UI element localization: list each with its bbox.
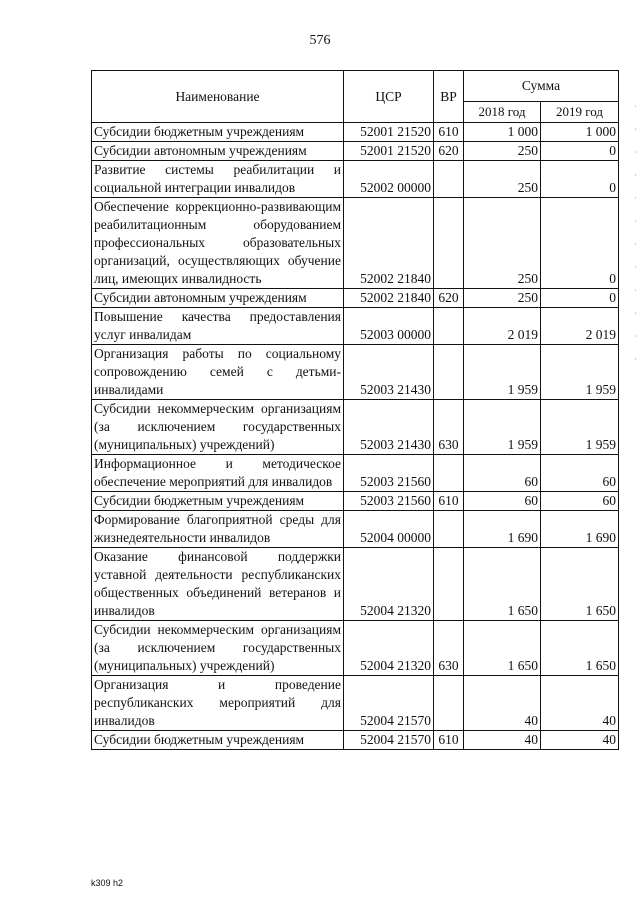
table-row [92,548,619,621]
row-amount-2019-cell: 1 959 [541,345,619,400]
row-amount-2018-cell: 1 650 [464,621,541,676]
row-name-cell: Субсидии некоммерческим организациям (за исключением государственных (муниципальных) учреждений) [92,400,344,455]
table-row [92,492,619,511]
row-vr-cell [434,455,464,492]
row-amount-2018-cell: 250 [464,142,541,161]
row-name-cell: Обеспечение коррекционно-развивающим реабилитационным оборудованием профессиональных образовательных организаций, осуществляющих обучение лиц, имеющих инвалидность [92,198,344,289]
row-name-cell: Оказание финансовой поддержки уставной деятельности республиканских общественных объединений ветеранов и инвалидов [92,548,344,621]
table-row [92,345,619,400]
row-amount-2018-cell: 1 959 [464,400,541,455]
row-csr-cell: 52004 21320 [344,621,434,676]
row-csr-cell: 52003 21560 [344,492,434,511]
row-amount-2018-cell: 40 [464,676,541,731]
footer-code: k309 h2 [91,878,124,888]
row-name-cell: Формирование благоприятной среды для жизнедеятельности инвалидов [92,511,344,548]
row-csr-cell: 52003 21430 [344,345,434,400]
row-vr-cell: 610 [434,123,464,142]
row-amount-2018-cell: 250 [464,289,541,308]
row-csr-cell: 52004 21320 [344,548,434,621]
row-vr-cell [434,345,464,400]
row-amount-2019-cell: 1 959 [541,400,619,455]
row-name-cell: Организация работы по социальному сопровождению семей с детьми-инвалидами [92,345,344,400]
row-csr-cell: 52002 21840 [344,198,434,289]
row-vr-cell [434,198,464,289]
table-row [92,198,619,289]
page-number: 576 [309,33,331,48]
row-amount-2019-cell: 60 [541,455,619,492]
header-year-2018: 2018 год [464,102,541,123]
row-amount-2018-cell: 1 959 [464,345,541,400]
header-year-2019: 2019 год [541,102,619,123]
row-amount-2018-cell: 40 [464,731,541,750]
row-amount-2018-cell: 60 [464,492,541,511]
row-csr-cell: 52003 21560 [344,455,434,492]
row-name-cell: Субсидии бюджетным учреждениям [92,731,344,750]
table-row [92,455,619,492]
row-amount-2019-cell: 40 [541,676,619,731]
row-amount-2019-cell: 0 [541,289,619,308]
row-vr-cell [434,676,464,731]
row-csr-cell: 52004 00000 [344,511,434,548]
row-name-cell: Повышение качества предоставления услуг инвалидам [92,308,344,345]
row-vr-cell: 610 [434,731,464,750]
header-sum: Сумма [464,71,619,102]
row-name-cell: Организация и проведение республиканских мероприятий для инвалидов [92,676,344,731]
row-vr-cell [434,511,464,548]
row-amount-2018-cell: 2 019 [464,308,541,345]
row-name-cell: Субсидии некоммерческим организациям (за исключением государственных (муниципальных) учреждений) [92,621,344,676]
row-amount-2019-cell: 0 [541,198,619,289]
table-header [92,71,619,123]
row-vr-cell [434,548,464,621]
row-vr-cell: 610 [434,492,464,511]
row-amount-2018-cell: 1 690 [464,511,541,548]
row-vr-cell [434,308,464,345]
row-amount-2018-cell: 250 [464,198,541,289]
row-amount-2018-cell: 1 000 [464,123,541,142]
row-amount-2019-cell: 1 650 [541,621,619,676]
table-row [92,161,619,198]
row-csr-cell: 52002 21840 [344,289,434,308]
table-row [92,142,619,161]
row-amount-2019-cell: 1 690 [541,511,619,548]
row-amount-2019-cell: 2 019 [541,308,619,345]
row-name-cell: Субсидии автономным учреждениям [92,142,344,161]
table-row [92,123,619,142]
row-amount-2018-cell: 250 [464,161,541,198]
row-csr-cell: 52003 00000 [344,308,434,345]
row-vr-cell: 620 [434,142,464,161]
table-row [92,511,619,548]
row-name-cell: Информационное и методическое обеспечение мероприятий для инвалидов [92,455,344,492]
row-amount-2019-cell: 1 000 [541,123,619,142]
table-row [92,676,619,731]
row-amount-2018-cell: 1 650 [464,548,541,621]
row-amount-2019-cell: 0 [541,142,619,161]
table-body [92,123,619,750]
table-row [92,621,619,676]
row-csr-cell: 52002 00000 [344,161,434,198]
row-vr-cell: 620 [434,289,464,308]
table-row [92,731,619,750]
row-vr-cell: 630 [434,621,464,676]
table-row [92,289,619,308]
row-name-cell: Развитие системы реабилитации и социальной интеграции инвалидов [92,161,344,198]
row-amount-2019-cell: 0 [541,161,619,198]
row-name-cell: Субсидии автономным учреждениям [92,289,344,308]
header-csr: ЦСР [344,71,434,123]
row-name-cell: Субсидии бюджетным учреждениям [92,123,344,142]
row-amount-2019-cell: 40 [541,731,619,750]
row-vr-cell [434,161,464,198]
row-vr-cell: 630 [434,400,464,455]
margin-marks: · · · · · · · · · · · · [634,102,637,364]
row-amount-2019-cell: 1 650 [541,548,619,621]
header-name: Наименование [92,71,344,123]
row-amount-2018-cell: 60 [464,455,541,492]
row-amount-2019-cell: 60 [541,492,619,511]
header-vr: ВР [434,71,464,123]
row-csr-cell: 52004 21570 [344,676,434,731]
table-row [92,400,619,455]
budget-table [91,70,619,750]
row-csr-cell: 52003 21430 [344,400,434,455]
table-row [92,308,619,345]
row-csr-cell: 52001 21520 [344,123,434,142]
row-csr-cell: 52001 21520 [344,142,434,161]
row-csr-cell: 52004 21570 [344,731,434,750]
row-name-cell: Субсидии бюджетным учреждениям [92,492,344,511]
